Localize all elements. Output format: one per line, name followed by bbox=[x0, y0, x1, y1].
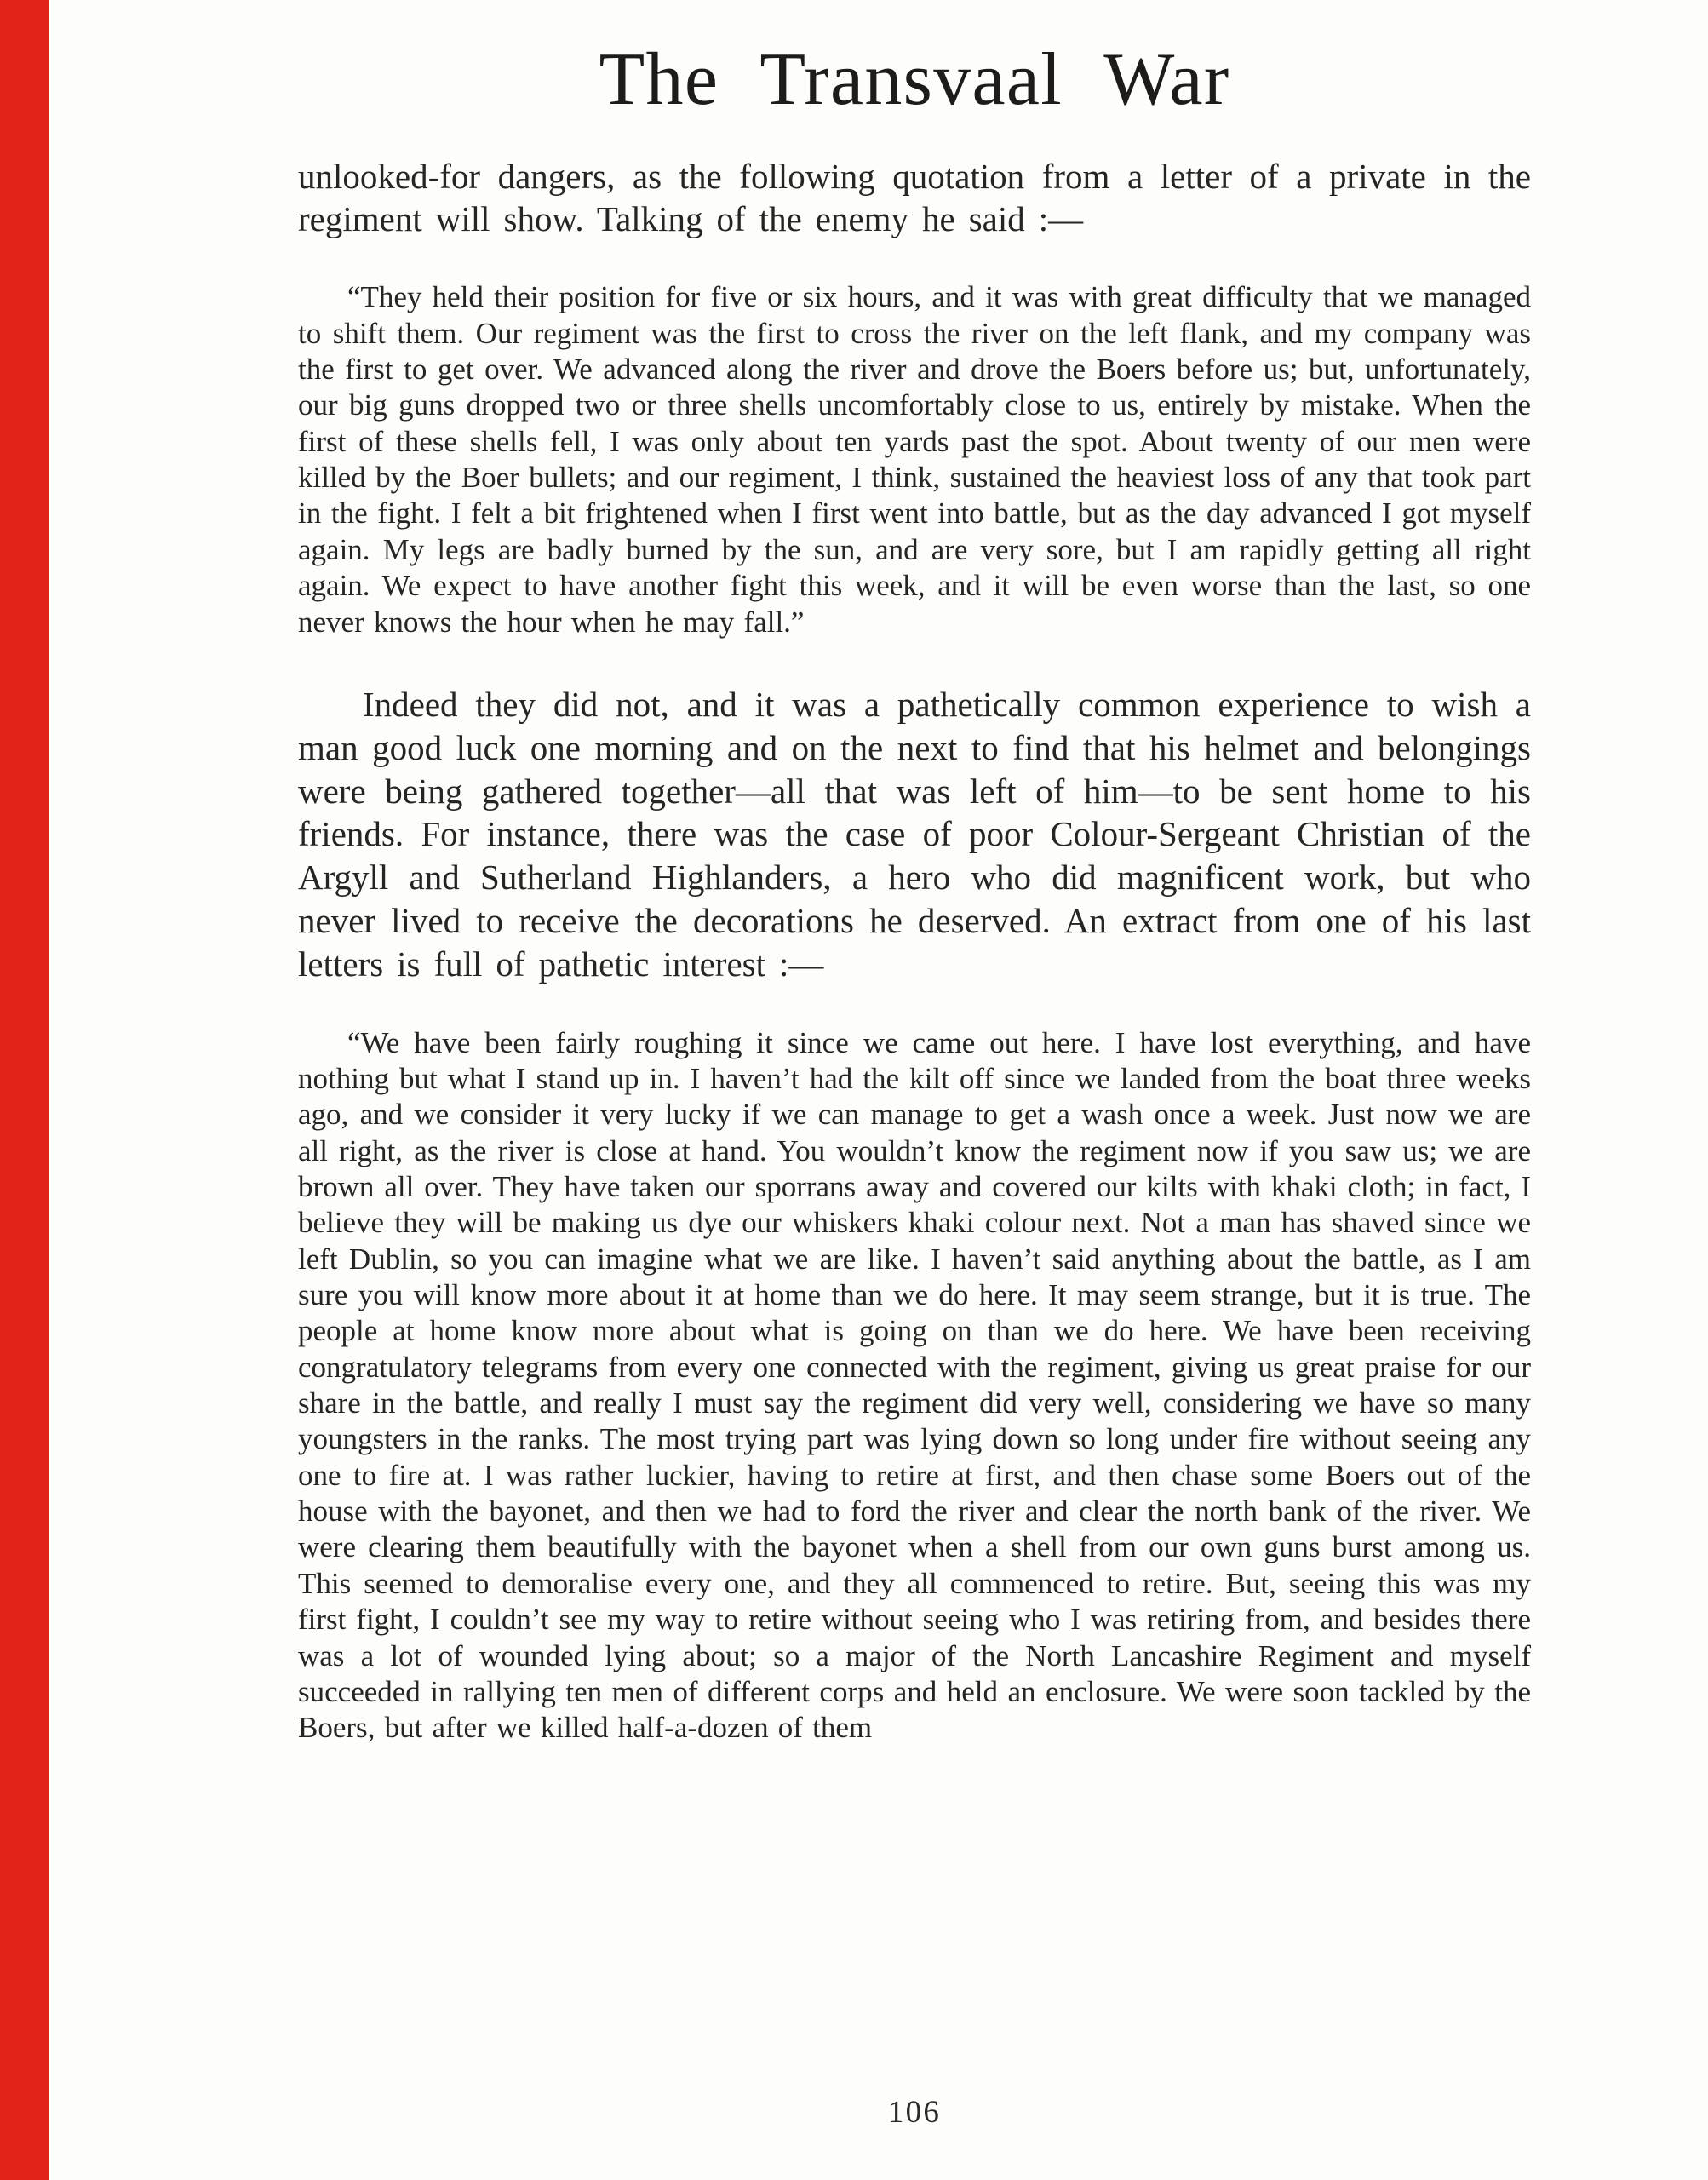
page-number: 106 bbox=[887, 2095, 942, 2130]
paragraph-intro: unlooked-for dangers, as the following quotation from a letter of a private in the regiment will show. Talking of the enemy he said :— bbox=[298, 157, 1531, 239]
page-content bbox=[298, 38, 1531, 1789]
blockquote-private-letter: “They held their position for five or six hours, and it was with great difficulty that we managed to shift them. Our regiment was the first to cross the river on the left flank, and my company was the first to get over. We advanced along the river and drove the Boers before us; but, unfortunately, our big guns dropped two or three shells uncomfortably close to us, entirely by mistake. When the first of these shells fell, I was only about ten yards past the spot. About twenty of our men were killed by the Boer bullets; and our regiment, I think, sustained the heaviest loss of any that took part in the fight. I felt a bit frightened when I first went into battle, but as the day advanced I got myself again. My legs are badly burned by the sun, and are very sore, but I am rapidly getting all right again. We expect to have another fight this week, and it will be even worse than the last, so one never knows the hour when he may fall.” bbox=[298, 280, 1531, 639]
red-book-edge bbox=[0, 0, 49, 2180]
blockquote-sergeant-letter: “We have been fairly roughing it since we came out here. I have lost everything, and have nothing but what I stand up in. I haven’t had the kilt off since we landed from the boat three weeks ago, and we consider it very lucky if we can manage to get a wash once a week. Just now we are all right, as the river is close at hand. You wouldn’t know the regiment now if you saw us; we are brown all over. They have taken our sporrans away and covered our kilts with khaki cloth; in fact, I believe they will be making us dye our whiskers khaki colour next. Not a man has shaved since we left Dublin, so you can imagine what we are like. I haven’t said anything about the battle, as I am sure you will know more about it at home than we do here. It may seem strange, but it is true. The people at home know more about what is going on than we do here. We have been receiving congratulatory telegrams from every one connected with the regiment, giving us great praise for our share in the battle, and really I must say the regiment did very well, considering we have so many youngsters in the ranks. The most trying part was lying down so long under fire without seeing any one to fire at. I was rather luckier, having to retire at first, and then chase some Boers out of the house with the bayonet, and then we had to ford the river and clear the north bank of the river. We were clearing them beautifully with the bayonet when a shell from our own guns burst among us. This seemed to demoralise every one, and they all commenced to retire. But, seeing this was my first fight, I couldn’t see my way to retire without seeing who I was retiring from, and besides there was a lot of wounded lying about; so a major of the North Lancashire Regiment and myself succeeded in rallying ten men of different corps and held an enclosure. We were soon tackled by the Boers, but after we killed half-a-dozen of them bbox=[298, 1025, 1531, 1745]
page-title: The Transvaal War bbox=[599, 38, 1230, 121]
paragraph-narrative: Indeed they did not, and it was a pathetically common experience to wish a man good luck one morning and on the next to find that his helmet and belongings were being gathered together—all that was left of him—to be sent home to his friends. For instance, there was the case of poor Colour-Sergeant Christian of the Argyll and Sutherland Highlanders, a hero who did magnificent work, but who never lived to receive the decorations he deserved. An extract from one of his last letters is full of pathetic interest :— bbox=[298, 684, 1531, 984]
